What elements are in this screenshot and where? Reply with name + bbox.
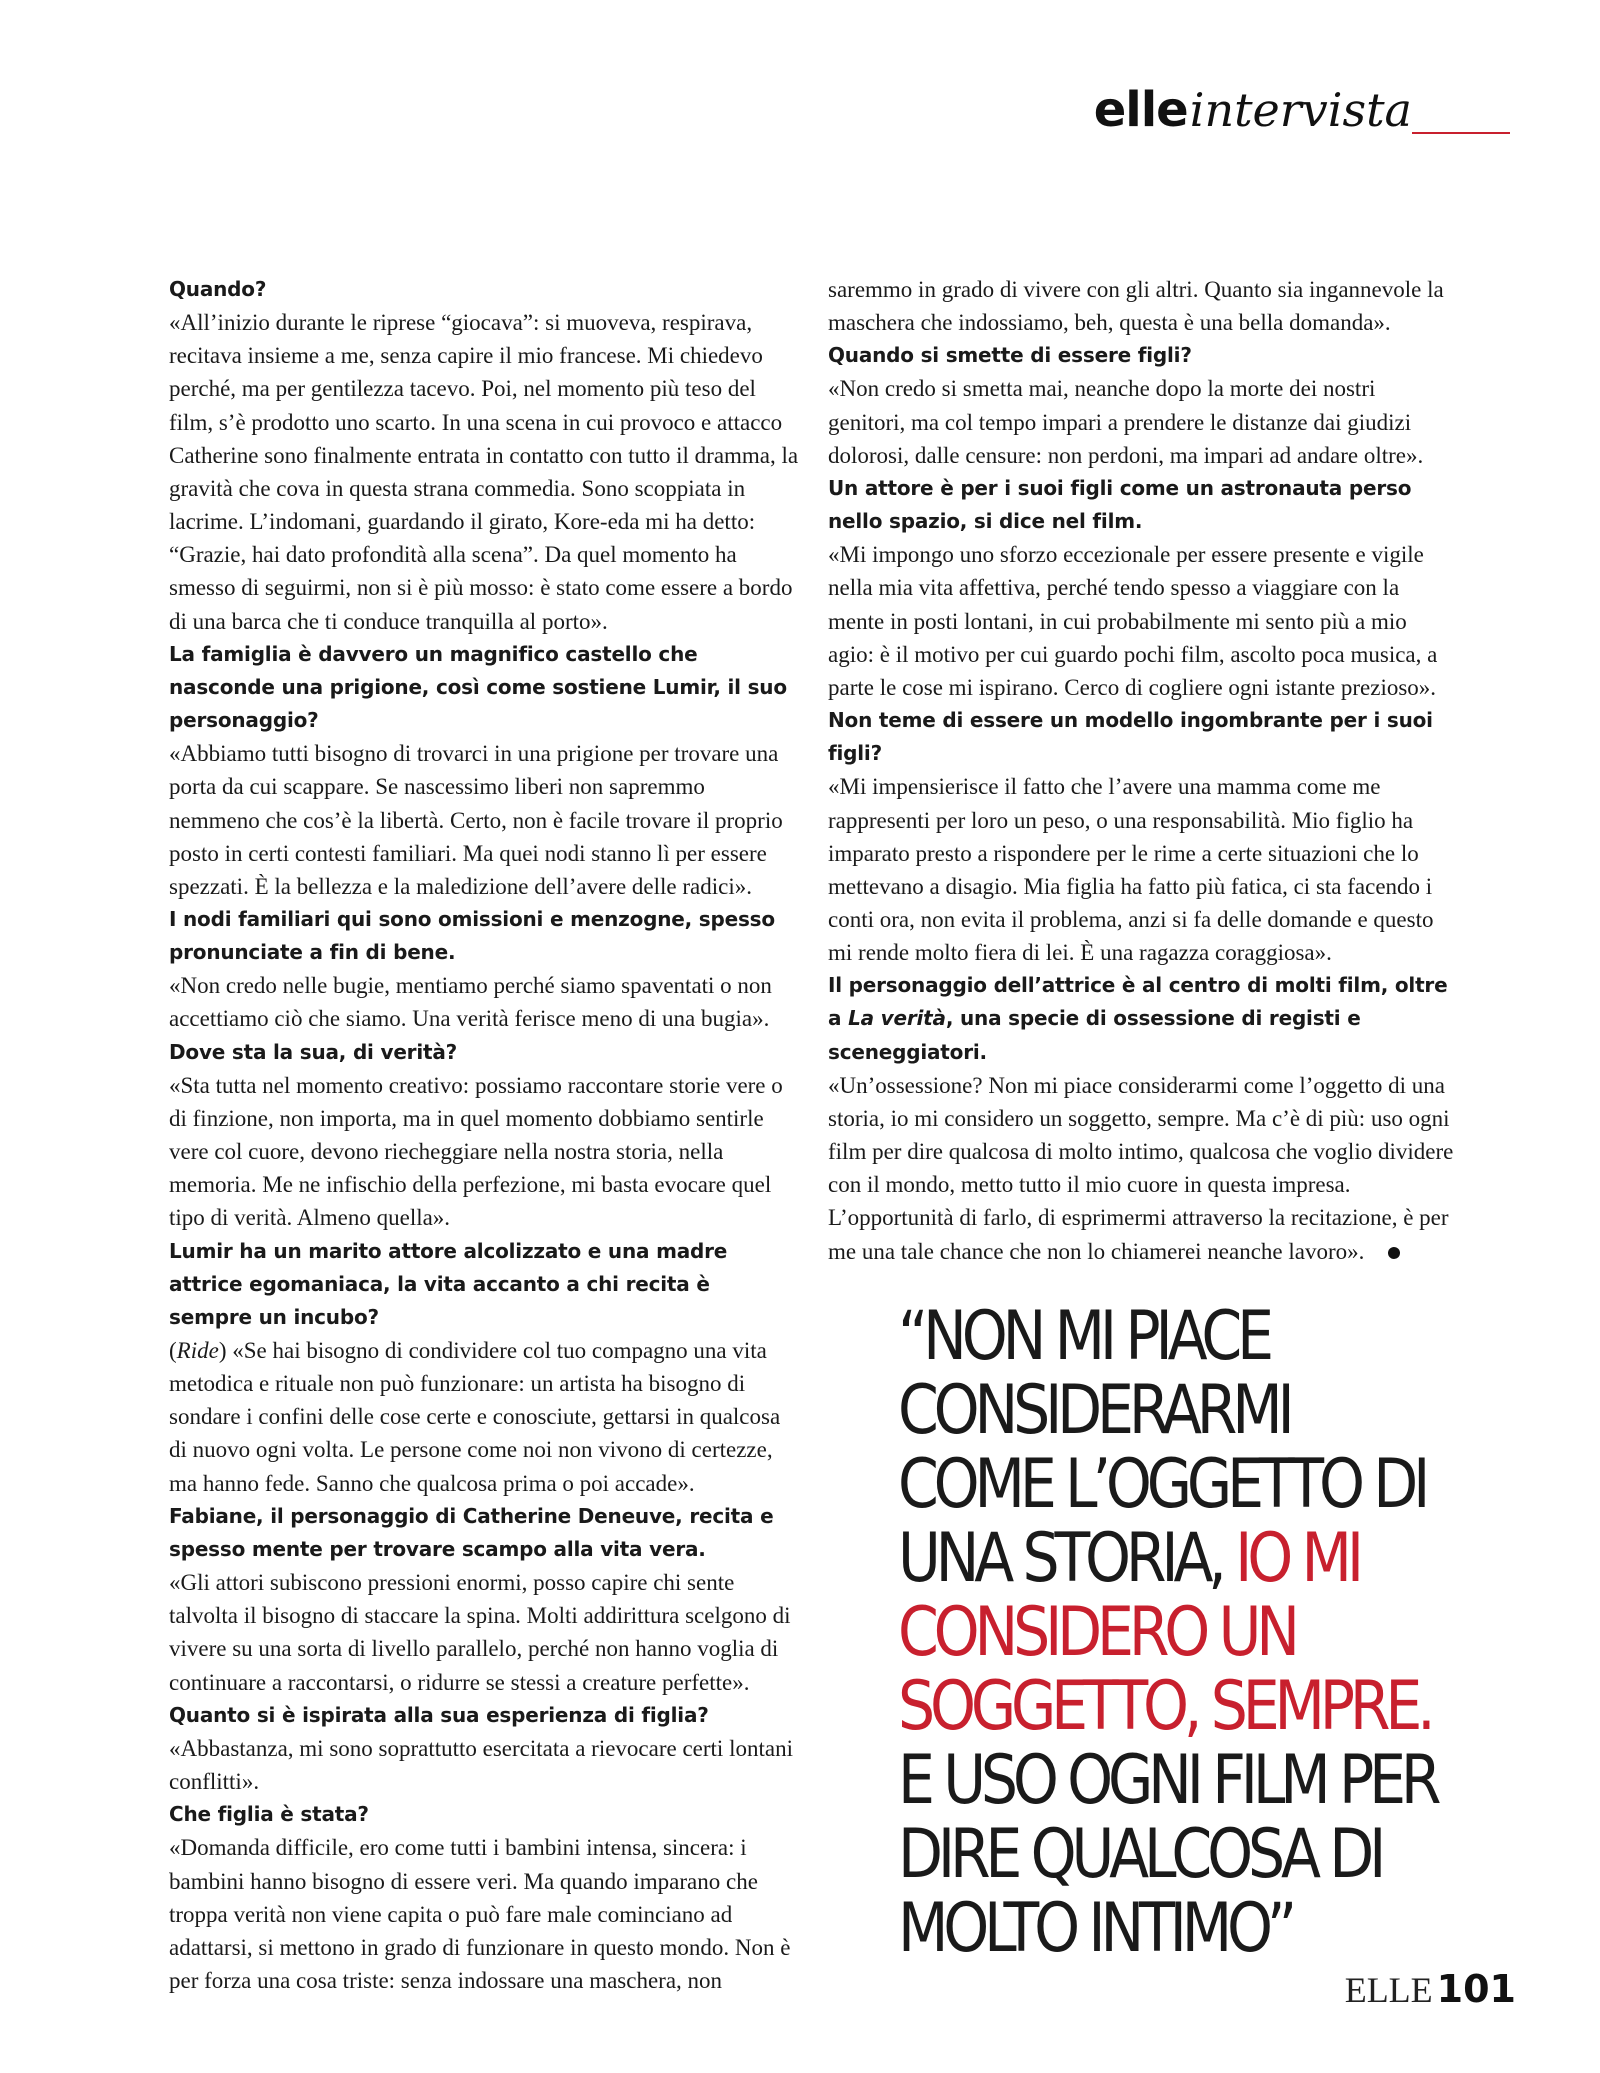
interview-question <box>828 969 1458 1068</box>
section-header <box>1010 82 1510 142</box>
end-of-article-mark <box>1388 1247 1400 1259</box>
text-segment: Il personaggio dell’attrice è al centro di molti film, oltre a <box>828 973 1448 1031</box>
text-segment: Quando si smette di essere figli? <box>828 343 1192 368</box>
text-segment: saremmo in grado di vivere con gli altri. Quanto sia ingannevole la maschera che indossiamo, beh, questa è una bella domanda». <box>828 277 1444 336</box>
text-segment: Quanto si è ispirata alla sua esperienza di figlia? <box>169 1702 709 1727</box>
interview-answer <box>169 1334 799 1500</box>
interview-answer <box>169 1069 799 1235</box>
interview-question <box>169 638 799 737</box>
text-segment: «Abbiamo tutti bisogno di trovarci in una prigione per trovare una porta da cui scappare. Se nascessimo liberi non sapremmo nemmeno che cos’è la libertà. Certo, non è facile trovare il proprio posto in certi contesti familiari. Ma quei nodi stanno lì per essere spezzati. È la bellezza e la maledizione dell’avere delle radici». <box>169 741 783 899</box>
interview-answer <box>169 737 799 903</box>
interview-question <box>828 472 1458 538</box>
text-segment: I nodi familiari qui sono omissioni e menzogne, spesso pronunciate a fin di bene. <box>169 906 775 965</box>
italic-title: La verità <box>848 1006 946 1031</box>
text-segment: Quando? <box>169 277 267 301</box>
text-segment: «Mi impongo uno sforzo eccezionale per essere presente e vigile nella mia vita affettiva, perché tendo spesso a viaggiare con la mente in posti lontani, in cui probabilmente mi sento più a mio agio: è il motivo per cui guardo pochi film, ascolto poca musica, a parte le cose mi ispirano. Cerco di cogliere ogni istante prezioso». <box>828 542 1438 700</box>
interview-answer <box>828 770 1458 969</box>
interview-question <box>169 1699 799 1732</box>
interview-answer <box>169 969 799 1035</box>
interview-answer <box>828 273 1458 339</box>
text-segment: Lumir ha un marito attore alcolizzato e una madre attrice egomaniaca, la vita accanto a chi recita è sempre un incubo? <box>169 1238 728 1329</box>
text-segment: «Sta tutta nel momento creativo: possiamo raccontare storie vere o di finzione, non importa, ma in quel momento dobbiamo sentirle vere col cuore, devono riecheggiare nella nostra storia, nella memoria. Me ne infischio della perfezione, mi basta evocare quel tipo di verità. Almeno quella». <box>169 1072 783 1231</box>
interview-answer <box>169 1732 799 1798</box>
interview-question <box>169 1798 799 1831</box>
brand-logo: elle <box>1093 82 1188 138</box>
text-segment: «Domanda difficile, ero come tutti i bambini intensa, sincera: i bambini hanno bisogno di essere veri. Ma quando imparano che troppa verità non viene capita o può fare male cominciano ad adattarsi, si mettono in grado di funzionare in questo mondo. Non è per forza una cosa triste: senza indossare una maschera, non <box>169 1835 791 1993</box>
text-segment: «Non credo si smetta mai, neanche dopo la morte dei nostri genitori, ma col tempo impari a prendere le distanze dai giudizi dolorosi, dalle censure: non perdoni, ma impari ad andare oltre». <box>828 376 1424 468</box>
interview-question <box>169 1235 799 1334</box>
text-segment: «Gli attori subiscono pressioni enormi, posso capire chi sente talvolta il bisogno di staccare la spina. Molti addirittura scelgono di vivere su una sorta di livello parallelo, perché non hanno voglia di continuare a raccontarsi, o ridurre se stessi a creature perfette». <box>169 1570 791 1695</box>
pull-quote-highlight: IO MI CONSIDERO UN SOGGETTO, SEMPRE. <box>898 1519 1431 1746</box>
text-segment: La famiglia è davvero un magnifico castello che nasconde una prigione, così come sostiene Lumir, il suo personaggio? <box>169 641 787 733</box>
text-segment: , una specie di ossessione di registi e sceneggiatori. <box>828 1006 1361 1064</box>
text-segment: «Un’ossessione? Non mi piace considerarmi come l’oggetto di una storia, io mi considero un soggetto, sempre. Ma c’è di più: uso ogni film per dire qualcosa di molto intimo, qualcosa che voglio dividere con il mondo, metto tutto il mio cuore in questa impresa. L’opportunità di farlo, di esprimermi attraverso la recitazione, è per me una tale chance che non lo chiamerei neanche lavoro». <box>828 1072 1454 1264</box>
text-segment: Dove sta la sua, di verità? <box>169 1039 458 1064</box>
article-column-left <box>169 273 799 1997</box>
text-segment: «Abbastanza, mi sono soprattutto esercitata a rievocare certi lontani conflitti». <box>169 1735 793 1795</box>
text-segment: «Mi impensierisce il fatto che l’avere una mamma come me rappresenti per loro un peso, o una responsabilità. Mio figlio ha imparato presto a rispondere per le rime a certe situazioni che lo mettevano a disagio. Mia figlia ha fatto più fatica, ci sta facendo i conti ora, non evita il problema, anzi si fa delle domande e questo mi rende molto fiera di lei. È una ragazza coraggiosa». <box>828 774 1434 966</box>
interview-answer <box>169 306 799 638</box>
interview-answer <box>828 1069 1458 1268</box>
header-rule <box>1412 132 1510 134</box>
interview-question <box>169 903 799 969</box>
interview-question <box>169 1500 799 1566</box>
page-number: 101 <box>1436 1967 1516 2011</box>
text-segment: Un attore è per i suoi figli come un astronauta perso nello spazio, si dice nel film. <box>828 475 1412 534</box>
folio-publication: ELLE <box>1344 1970 1433 2010</box>
interview-question <box>828 339 1458 372</box>
interview-answer <box>828 538 1458 704</box>
text-segment: Non teme di essere un modello ingombrante per i suoi figli? <box>828 708 1433 766</box>
text-segment: Fabiane, il personaggio di Catherine Deneuve, recita e spesso mente per trovare scampo alla vita vera. <box>169 1503 774 1561</box>
interview-answer <box>169 1831 799 1997</box>
text-segment: «Non credo nelle bugie, mentiamo perché siamo spaventati o non accettiamo ciò che siamo. Una verità ferisce meno di una bugia». <box>169 973 772 1032</box>
pull-quote <box>898 1297 1448 1968</box>
pull-quote-part1: “NON MI PIACE CONSIDERARMI COME L’OGGETTO DI UNA STORIA, <box>898 1297 1426 1598</box>
article-column-right <box>828 273 1458 1268</box>
interview-question <box>169 273 799 306</box>
text-segment: ( <box>169 1338 177 1363</box>
interview-question <box>828 704 1458 770</box>
page-folio <box>1345 1967 1516 2011</box>
interview-answer <box>828 372 1458 471</box>
text-segment: Che figlia è stata? <box>169 1802 369 1827</box>
text-segment: ) «Se hai bisogno di condividere col tuo compagno una vita metodica e rituale non può funzionare: un artista ha bisogno di sondare i confini delle cose certe e conosciute, gettarsi in qualcosa di nuovo ogni volta. Le persone come noi non vivono di certezze, ma hanno fede. Sanno che qualcosa prima o poi accade». <box>169 1338 781 1496</box>
section-title: intervista <box>1189 83 1412 137</box>
interview-answer <box>169 1566 799 1699</box>
text-segment: «All’inizio durante le riprese “giocava”: si muoveva, respirava, recitava insieme a me, senza capire il mio francese. Mi chiedevo perché, ma per gentilezza tacevo. Poi, nel momento più teso del film, s’è prodotto uno scarto. In una scena in cui provoco e attacco Catherine sono finalmente entrata in contatto con tutto il dramma, la gravità che cova in questa strana commedia. Sono scoppiata in lacrime. L’indomani, guardando il girato, Kore-eda mi ha detto: “Grazie, hai dato profondità alla scena”. Da quel momento ha smesso di seguirmi, non si è più mosso: è stato come essere a bordo di una barca che ti conduce tranquilla al porto». <box>169 310 799 634</box>
section-brand <box>1094 82 1412 138</box>
pull-quote-part3: E USO OGNI FILM PER DIRE QUALCOSA DI MOLTO INTIMO” <box>898 1741 1437 1968</box>
stage-direction: Ride <box>176 1338 219 1363</box>
interview-question <box>169 1036 799 1069</box>
